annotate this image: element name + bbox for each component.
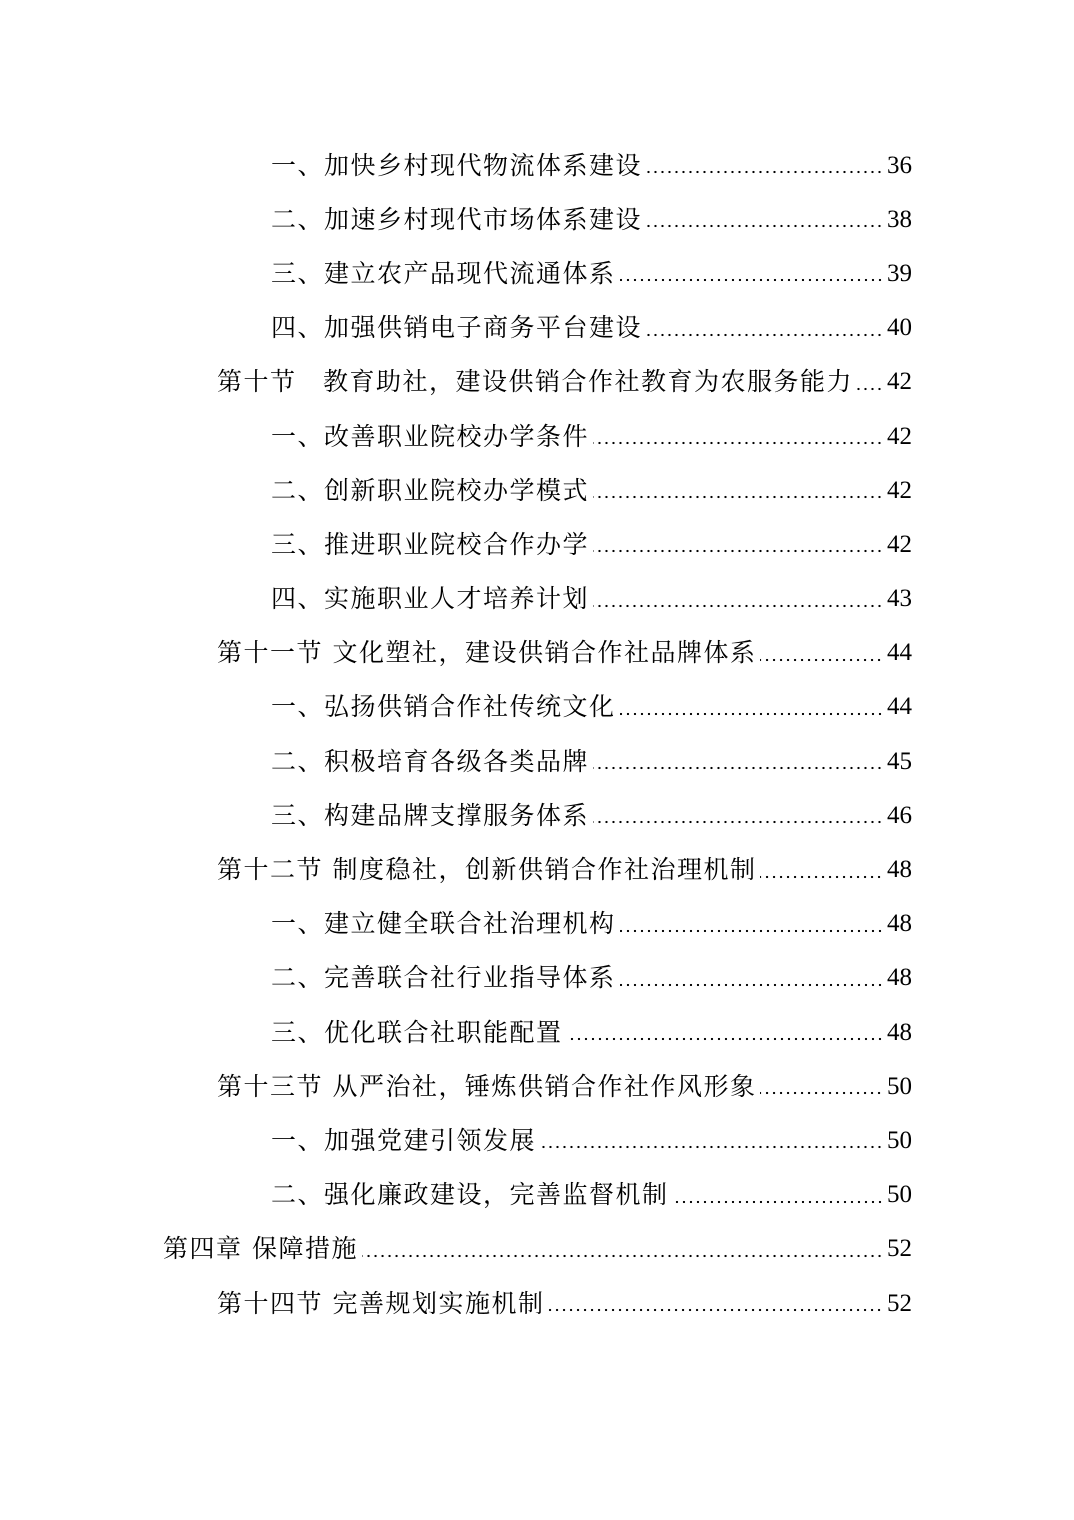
toc-page-number: 46 bbox=[887, 801, 912, 829]
toc-page-number: 48 bbox=[887, 910, 912, 938]
toc-dot-leader bbox=[673, 1200, 883, 1204]
toc-entry[interactable] bbox=[0, 788, 1074, 842]
toc-entry-title: 一、改善职业院校办学条件 bbox=[271, 421, 590, 451]
toc-entry[interactable] bbox=[0, 951, 1074, 1005]
toc-entry-title: 三、建立农产品现代流通体系 bbox=[271, 258, 616, 288]
toc-entry[interactable] bbox=[0, 897, 1074, 951]
toc-section-title: 第十四节 完善规划实施机制 bbox=[217, 1288, 545, 1318]
toc-dot-leader bbox=[646, 333, 883, 337]
toc-dot-leader bbox=[760, 658, 883, 662]
toc-entry[interactable] bbox=[0, 572, 1074, 626]
toc-dot-leader bbox=[760, 875, 883, 879]
toc-chapter-title: 第四章 保障措施 bbox=[163, 1234, 358, 1264]
toc-section-title: 第十二节 制度稳社，创新供销合作社治理机制 bbox=[217, 855, 757, 885]
toc-entry[interactable] bbox=[0, 246, 1074, 300]
toc-dot-leader bbox=[362, 1254, 883, 1258]
toc-page-number: 52 bbox=[887, 1235, 912, 1263]
toc-entry[interactable] bbox=[0, 192, 1074, 246]
toc-page-number: 48 bbox=[887, 856, 912, 884]
toc-entry[interactable] bbox=[0, 301, 1074, 355]
toc-entry-title: 一、加强党建引领发展 bbox=[271, 1125, 537, 1155]
toc-entry[interactable] bbox=[0, 138, 1074, 192]
toc-page-number: 45 bbox=[887, 747, 912, 775]
toc-dot-leader bbox=[567, 1037, 883, 1041]
toc-entry-title: 一、弘扬供销合作社传统文化 bbox=[271, 692, 616, 722]
toc-entry[interactable] bbox=[0, 1168, 1074, 1222]
toc-dot-leader bbox=[593, 441, 883, 445]
toc-page-number: 42 bbox=[887, 476, 912, 504]
toc-page-number: 48 bbox=[887, 964, 912, 992]
toc-page-number: 44 bbox=[887, 693, 912, 721]
toc-entry-title: 四、加强供销电子商务平台建设 bbox=[271, 313, 643, 343]
toc-entry-title: 一、建立健全联合社治理机构 bbox=[271, 909, 616, 939]
toc-entry[interactable] bbox=[0, 680, 1074, 734]
toc-dot-leader bbox=[760, 1091, 883, 1095]
toc-dot-leader bbox=[857, 387, 883, 391]
toc-chapter-entry[interactable] bbox=[0, 1222, 1074, 1276]
toc-section-entry[interactable] bbox=[0, 626, 1074, 680]
toc-page-number: 40 bbox=[887, 314, 912, 342]
toc-entry-title: 二、积极培育各级各类品牌 bbox=[271, 746, 590, 776]
toc-page-number: 42 bbox=[887, 368, 912, 396]
toc-entry-title: 一、加快乡村现代物流体系建设 bbox=[271, 150, 643, 180]
toc-dot-leader bbox=[646, 224, 883, 228]
toc-section-title: 第十三节 从严治社，锤炼供销合作社作风形象 bbox=[217, 1071, 757, 1101]
toc-entry-title: 三、推进职业院校合作办学 bbox=[271, 529, 590, 559]
table-of-contents bbox=[0, 138, 1074, 1330]
toc-section-entry[interactable] bbox=[0, 1059, 1074, 1113]
toc-entry[interactable] bbox=[0, 1113, 1074, 1167]
toc-dot-leader bbox=[646, 170, 883, 174]
toc-dot-leader bbox=[593, 820, 883, 824]
toc-dot-leader bbox=[620, 712, 883, 716]
toc-entry[interactable] bbox=[0, 517, 1074, 571]
toc-page-number: 48 bbox=[887, 1018, 912, 1046]
toc-section-title: 第十一节 文化塑社，建设供销合作社品牌体系 bbox=[217, 638, 757, 668]
toc-page-number: 42 bbox=[887, 422, 912, 450]
toc-entry-title: 二、创新职业院校办学模式 bbox=[271, 475, 590, 505]
toc-entry[interactable] bbox=[0, 1005, 1074, 1059]
toc-section-title: 第十节 教育助社，建设供销合作社教育为农服务能力 bbox=[217, 367, 854, 397]
toc-entry[interactable] bbox=[0, 409, 1074, 463]
toc-entry-title: 二、强化廉政建设，完善监督机制 bbox=[271, 1180, 669, 1210]
toc-dot-leader bbox=[593, 766, 883, 770]
toc-dot-leader bbox=[593, 549, 883, 553]
toc-dot-leader bbox=[620, 929, 883, 933]
toc-page-number: 50 bbox=[887, 1126, 912, 1154]
toc-page-number: 42 bbox=[887, 530, 912, 558]
toc-entry-title: 四、实施职业人才培养计划 bbox=[271, 584, 590, 614]
toc-entry-title: 三、优化联合社职能配置 bbox=[271, 1017, 563, 1047]
toc-page-number: 39 bbox=[887, 259, 912, 287]
toc-page-number: 52 bbox=[887, 1289, 912, 1317]
toc-page-number: 50 bbox=[887, 1072, 912, 1100]
toc-entry[interactable] bbox=[0, 734, 1074, 788]
toc-dot-leader bbox=[620, 278, 883, 282]
toc-page-number: 43 bbox=[887, 585, 912, 613]
toc-entry-title: 二、加速乡村现代市场体系建设 bbox=[271, 204, 643, 234]
toc-dot-leader bbox=[620, 983, 883, 987]
toc-dot-leader bbox=[548, 1308, 883, 1312]
toc-dot-leader bbox=[593, 495, 883, 499]
toc-entry-title: 三、构建品牌支撑服务体系 bbox=[271, 800, 590, 830]
toc-page-number: 36 bbox=[887, 151, 912, 179]
toc-entry-title: 二、完善联合社行业指导体系 bbox=[271, 963, 616, 993]
toc-page-number: 38 bbox=[887, 205, 912, 233]
toc-dot-leader bbox=[540, 1145, 883, 1149]
toc-page-number: 44 bbox=[887, 639, 912, 667]
toc-dot-leader bbox=[593, 604, 883, 608]
toc-entry[interactable] bbox=[0, 463, 1074, 517]
toc-page-number: 50 bbox=[887, 1181, 912, 1209]
toc-section-entry[interactable] bbox=[0, 842, 1074, 896]
toc-section-entry[interactable] bbox=[0, 355, 1074, 409]
toc-section-entry[interactable] bbox=[0, 1276, 1074, 1330]
